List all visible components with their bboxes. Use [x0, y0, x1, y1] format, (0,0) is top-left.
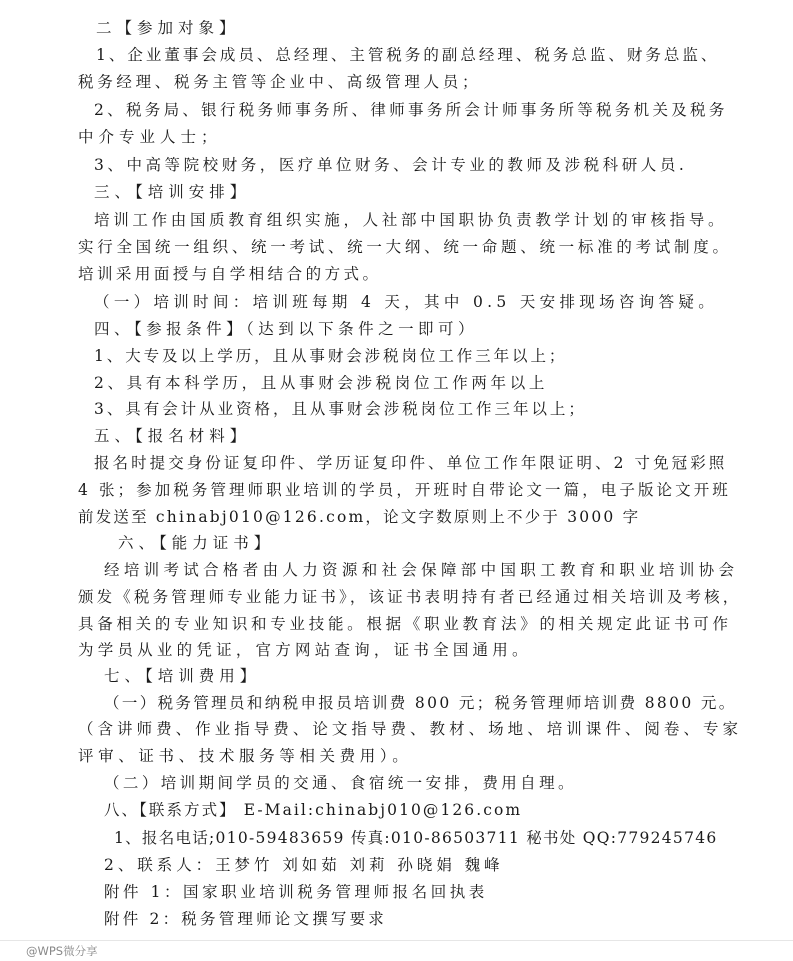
- text-line: 3、具有会计从业资格，且从事财会涉税岗位工作三年以上；: [94, 400, 587, 418]
- section-heading-contact: 八、【联系方式】 E-Mail:chinabj010@126.com: [104, 801, 523, 819]
- text-line: （二）培训期间学员的交通、食宿统一安排，费用自理。: [104, 774, 577, 792]
- text-line: 3、中高等院校财务，医疗单位财务、会计专业的教师及涉税科研人员.: [94, 156, 688, 174]
- text-line: 附件 2：税务管理师论文撰写要求: [104, 910, 387, 928]
- footer-bar: [0, 940, 793, 961]
- text-line: 附件 1：国家职业培训税务管理师报名回执表: [104, 883, 488, 901]
- text-line: 培训工作由国质教育组织实施，人社部中国职协负责教学计划的审核指导。: [94, 211, 728, 229]
- text-line: 为学员从业的凭证，官方网站查询，证书全国通用。: [78, 641, 532, 659]
- text-line: 2、税务局、银行税务师事务所、律师事务所会计师事务所等税务机关及税务: [94, 101, 728, 119]
- section-heading-certificate: 六、【能力证书】: [118, 534, 275, 552]
- section-heading-arrangement: 三、【培训安排】: [94, 183, 251, 201]
- text-line: 培训采用面授与自学相结合的方式。: [78, 265, 382, 283]
- section-heading-materials: 五、【报名材料】: [94, 427, 251, 445]
- section-heading-participants: 二【参加对象】: [96, 19, 240, 37]
- text-line: （一）培训时间：培训班每期 4 天，其中 0.5 天安排现场咨询答疑。: [94, 293, 719, 311]
- text-line: 报名时提交身份证复印件、学历证复印件、单位工作年限证明、2 寸免冠彩照: [94, 454, 728, 472]
- text-line: （含讲师费、作业指导费、论文指导费、教材、场地、培训课件、阅卷、专家: [78, 720, 743, 738]
- text-line: 1、大专及以上学历，且从事财会涉税岗位工作三年以上；: [94, 347, 568, 365]
- section-heading-fees: 七、【培训费用】: [104, 667, 261, 685]
- text-line: 颁发《税务管理师专业能力证书》，该证书表明持有者已经通过相关培训及考核，: [78, 588, 742, 606]
- text-line: 1、报名电话;010-59483659 传真:010-86503711 秘书处 QQ:779245746: [114, 829, 718, 847]
- wps-watermark: @WPS微分享: [26, 944, 98, 958]
- text-line: 中介专业人士；: [78, 128, 222, 146]
- text-line: 实行全国统一组织、统一考试、统一大纲、统一命题、统一标准的考试制度。: [78, 238, 732, 256]
- text-line: 4 张；参加税务管理师职业培训的学员，开班时自带论文一篇，电子版论文开班: [78, 481, 731, 499]
- text-line: 前发送至 chinabj010@126.com，论文字数原则上不少于 3000 字: [78, 508, 641, 526]
- text-line: 税务经理、税务主管等企业中、高级管理人员；: [78, 73, 482, 91]
- text-line: 2、具有本科学历，且从事财会涉税岗位工作两年以上: [94, 374, 549, 392]
- text-line: 2、联系人：王梦竹 刘如茹 刘莉 孙晓娟 魏峰: [104, 856, 504, 874]
- section-heading-requirements: 四、【参报条件】（达到以下条件之一即可）: [94, 320, 478, 338]
- text-line: （一）税务管理员和纳税申报员培训费 800 元；税务管理师培训费 8800 元。: [104, 694, 737, 712]
- text-line: 评审、证书、技术服务等相关费用）。: [78, 747, 413, 765]
- text-line: 经培训考试合格者由人力资源和社会保障部中国职工教育和职业培训协会: [104, 561, 739, 579]
- text-line: 具备相关的专业知识和专业技能。根据《职业教育法》的相关规定此证书可作: [78, 615, 732, 633]
- text-line: 1、企业董事会成员、总经理、主管税务的副总经理、税务总监、财务总监、: [96, 46, 720, 64]
